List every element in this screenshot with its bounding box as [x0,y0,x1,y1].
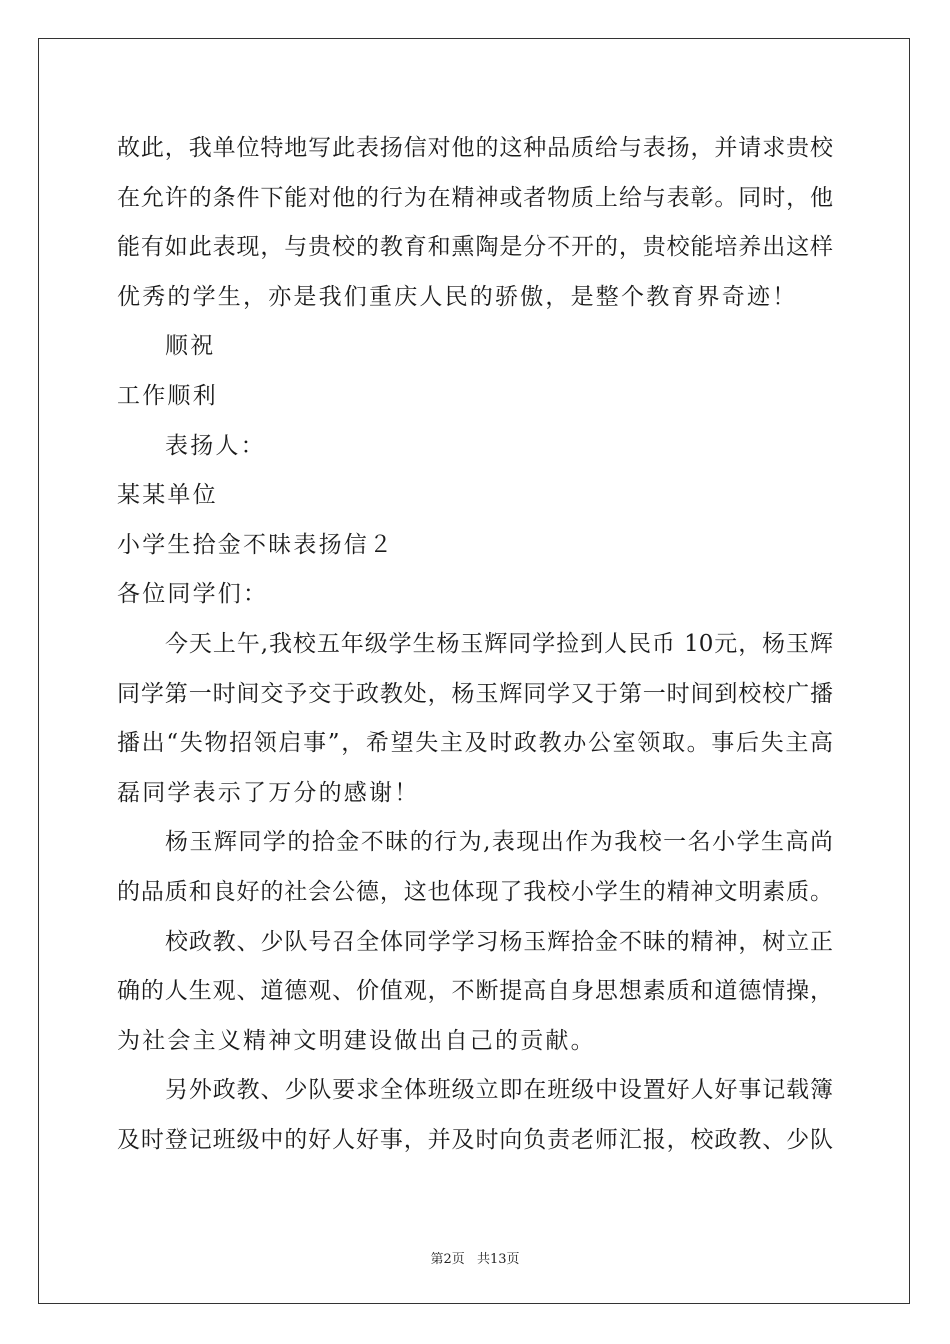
text-line: 故此，我单位特地写此表扬信对他的这种品质给与表扬，并请求贵校 [117,135,833,161]
text-line: 在允许的条件下能对他的行为在精神或者物质上给与表彰。同时，他 [117,184,833,211]
text-line: 校政教、少队号召全体同学学习杨玉辉拾金不昧的精神，树立正 [165,928,833,955]
text-line: 另外政教、少队要求全体班级立即在班级中设置好人好事记载簿 [165,1077,833,1104]
text-line: 能有如此表现，与贵校的教育和熏陶是分不开的，贵校能培养出这样 [117,234,833,261]
text-line: 的品质和良好的社会公德，这也体现了我校小学生的精神文明素质。 [117,878,833,905]
page-total: 共13页 [476,1252,520,1267]
text-line: 同学第一时间交予交于政教处，杨玉辉同学又于第一时间到校校广播 [117,680,833,707]
page-number: 第2页 [430,1252,465,1267]
text-line: 杨玉辉同学的拾金不昧的行为,表现出作为我校一名小学生高尚 [165,829,833,856]
text-line: 为社会主义精神文明建设做出自己的贡献。 [117,1027,596,1054]
text-line: 顺祝 [165,333,216,360]
text-line: 小学生拾金不昧表扬信２ [117,531,395,558]
page-footer [0,1248,950,1267]
text-line: 及时登记班级中的好人好事，并及时向负责老师汇报，校政教、少队 [117,1126,833,1153]
text-line: 优秀的学生，亦是我们重庆人民的骄傲，是整个教育界奇迹！ [117,283,798,310]
text-line: 表扬人： [165,432,266,459]
text-line: 今天上午,我校五年级学生杨玉辉同学捡到人民币 10元，杨玉辉 [165,630,833,657]
document-body [117,124,833,1165]
text-line: 确的人生观、道德观、价值观，不断提高自身思想素质和道德情操， [117,978,833,1005]
text-line: 某某单位 [117,482,218,509]
text-line: 工作顺利 [117,382,218,409]
text-line: 播出“失物招领启事”，希望失主及时政教办公室领取。事后失主高 [117,730,833,757]
text-line: 磊同学表示了万分的感谢！ [117,779,420,806]
text-line: 各位同学们： [117,581,269,608]
